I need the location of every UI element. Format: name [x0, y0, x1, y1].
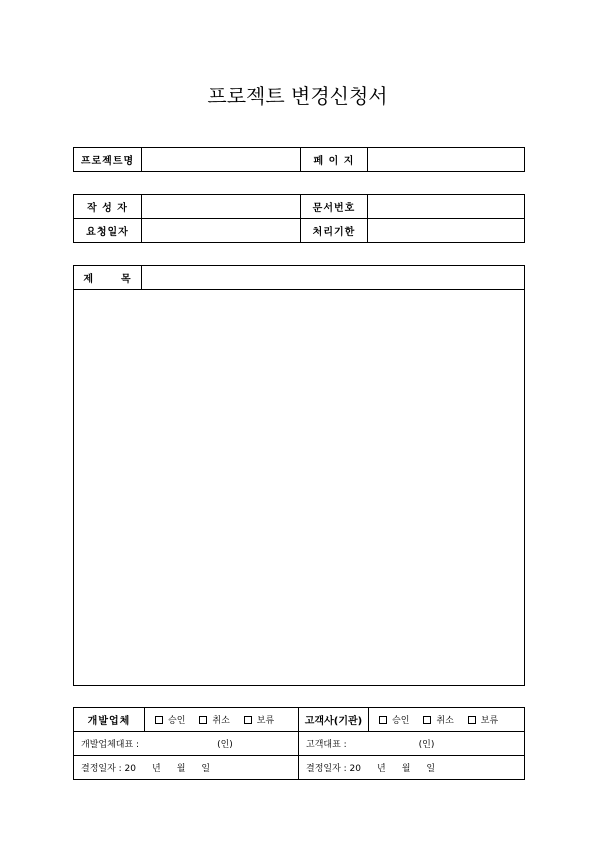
client-day: 일 — [426, 764, 436, 774]
doc-number-field[interactable] — [368, 195, 525, 219]
client-date-label: 결정일자 : 20 — [306, 764, 361, 774]
client-year: 년 — [376, 764, 386, 774]
approval-table — [73, 707, 525, 780]
page-label: 페 이 지 — [301, 148, 368, 172]
subject-table — [73, 265, 525, 686]
client-options — [369, 708, 525, 732]
subject-label: 제 목 — [74, 266, 142, 290]
author-label: 작 성 자 — [74, 195, 142, 219]
content-area[interactable] — [74, 290, 525, 686]
developer-cancel-option[interactable]: 취소 — [199, 716, 229, 726]
developer-seal: (인) — [217, 740, 233, 750]
subject-field[interactable] — [142, 266, 525, 290]
info-table — [73, 194, 525, 243]
developer-rep-label: 개발업체대표 : — [81, 740, 140, 750]
developer-approve-option[interactable]: 승인 — [155, 716, 185, 726]
checkbox-icon[interactable] — [423, 716, 431, 724]
client-label: 고객사(기관) — [299, 708, 369, 732]
developer-rep-cell[interactable] — [74, 732, 299, 756]
deadline-label: 처리기한 — [301, 219, 368, 243]
developer-label: 개발업체 — [74, 708, 145, 732]
checkbox-icon[interactable] — [468, 716, 476, 724]
author-field[interactable] — [142, 195, 301, 219]
checkbox-icon[interactable] — [244, 716, 252, 724]
deadline-field[interactable] — [368, 219, 525, 243]
client-hold-option[interactable]: 보류 — [468, 716, 498, 726]
developer-options — [145, 708, 299, 732]
checkbox-icon[interactable] — [379, 716, 387, 724]
client-seal: (인) — [418, 740, 435, 750]
client-date-cell[interactable] — [299, 756, 525, 780]
developer-year: 년 — [151, 764, 161, 774]
project-name-field[interactable] — [142, 148, 301, 172]
developer-date-label: 결정일자 : 20 — [81, 764, 136, 774]
client-rep-label: 고객대표 : — [306, 740, 347, 750]
developer-month: 월 — [176, 764, 186, 774]
request-date-field[interactable] — [142, 219, 301, 243]
developer-hold-option[interactable]: 보류 — [244, 716, 274, 726]
request-date-label: 요청일자 — [74, 219, 142, 243]
client-approve-option[interactable]: 승인 — [379, 716, 409, 726]
checkbox-icon[interactable] — [199, 716, 207, 724]
project-table — [73, 147, 525, 172]
developer-date-cell[interactable] — [74, 756, 299, 780]
document-title: 프로젝트 변경신청서 — [207, 84, 388, 108]
client-month: 월 — [401, 764, 411, 774]
doc-number-label: 문서번호 — [301, 195, 368, 219]
developer-day: 일 — [201, 764, 211, 774]
project-name-label: 프로젝트명 — [74, 148, 142, 172]
page-field[interactable] — [368, 148, 525, 172]
client-cancel-option[interactable]: 취소 — [423, 716, 453, 726]
checkbox-icon[interactable] — [155, 716, 163, 724]
client-rep-cell[interactable] — [299, 732, 525, 756]
